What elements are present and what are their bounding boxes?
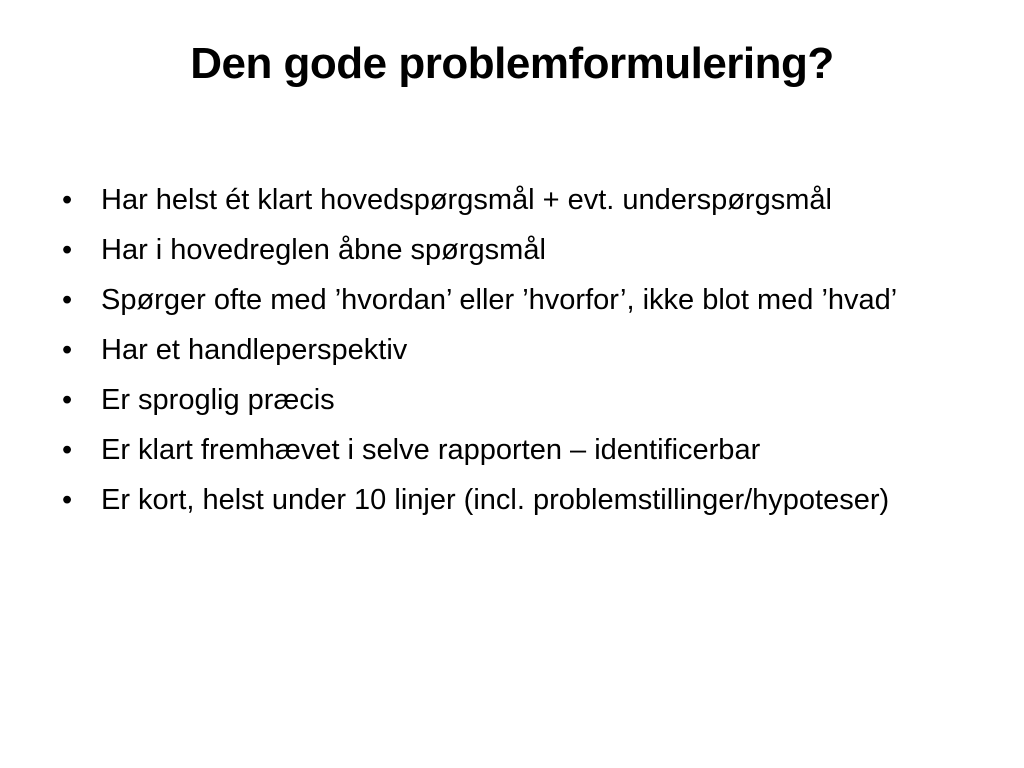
bullet-list — [60, 180, 940, 530]
bullet-dot-icon: • — [62, 234, 73, 266]
bullet-text: Har i hovedreglen åbne spørgsmål — [101, 234, 546, 266]
bullet-item — [60, 330, 940, 371]
bullet-item — [60, 180, 940, 221]
slide-title: Den gode problemformulering? — [190, 39, 834, 88]
bullet-dot-icon: • — [62, 184, 73, 216]
bullet-text: Er sproglig præcis — [101, 384, 335, 416]
bullet-text: Har helst ét klart hovedspørgsmål + evt. underspørgsmål — [101, 184, 832, 216]
bullet-text: Er klart fremhævet i selve rapporten – identificerbar — [101, 434, 761, 466]
bullet-dot-icon: • — [62, 334, 73, 366]
bullet-dot-icon: • — [62, 284, 73, 316]
bullet-item — [60, 280, 940, 321]
bullet-dot-icon: • — [62, 384, 73, 416]
bullet-item — [60, 480, 940, 521]
bullet-text: Spørger ofte med ’hvordan’ eller ’hvorfor’, ikke blot med ’hvad’ — [101, 284, 898, 316]
bullet-item — [60, 230, 940, 271]
bullet-item — [60, 380, 940, 421]
bullet-text: Har et handleperspektiv — [101, 334, 408, 366]
bullet-dot-icon: • — [62, 484, 73, 516]
bullet-text: Er kort, helst under 10 linjer (incl. problemstillinger/hypoteser) — [101, 484, 890, 516]
bullet-dot-icon: • — [62, 434, 73, 466]
bullet-item — [60, 430, 940, 471]
